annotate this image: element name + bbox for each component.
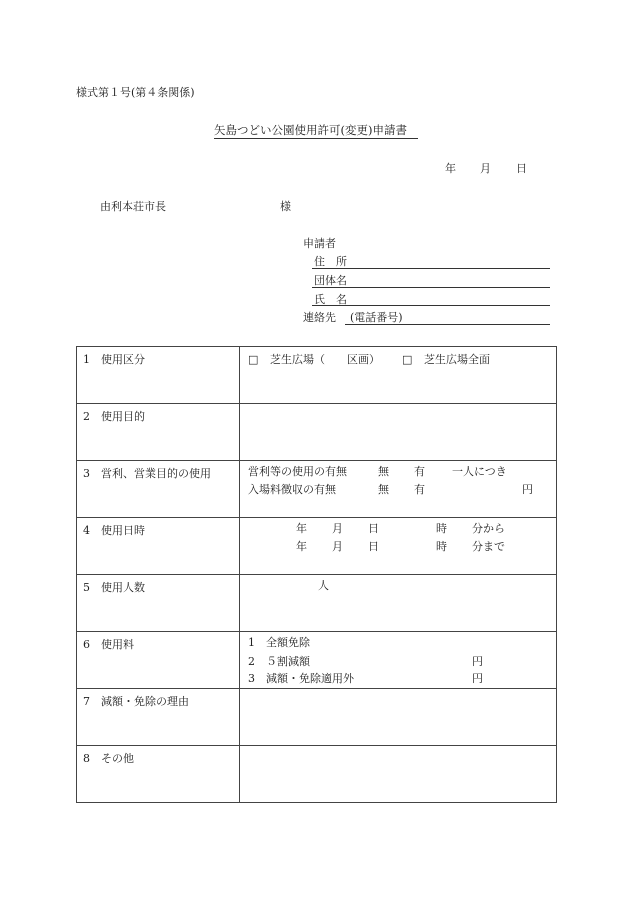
group-name-field[interactable] xyxy=(312,287,550,288)
to-hour: 時 xyxy=(436,540,447,553)
applicant-heading: 申請者 xyxy=(303,237,336,250)
row-label-commercial-use: 3 営利、営業目的の使用 xyxy=(83,467,211,480)
form-number: 様式第１号(第４条関係) xyxy=(76,86,195,99)
table-row xyxy=(77,689,557,746)
to-month: 月 xyxy=(332,540,343,553)
admission-fee-yen: 円 xyxy=(522,483,533,496)
row-label-usage-purpose: 2 使用目的 xyxy=(83,410,145,423)
table-row xyxy=(77,347,557,404)
other-field[interactable] xyxy=(240,746,557,803)
from-hour: 時 xyxy=(436,522,447,535)
table-row xyxy=(77,632,557,689)
commercial-use-label: 営利等の使用の有無 xyxy=(248,465,347,478)
document-title: 矢島つどい公園使用許可(変更)申請書 xyxy=(214,123,407,137)
from-day: 日 xyxy=(368,522,379,535)
table-row xyxy=(77,404,557,461)
name-field[interactable] xyxy=(312,305,550,306)
fee-half-reduction[interactable]: 2 ５割減額 xyxy=(248,655,310,668)
number-of-users-field[interactable] xyxy=(240,575,557,632)
honorific: 様 xyxy=(280,200,291,213)
reduction-reason-field[interactable] xyxy=(240,689,557,746)
checkbox-full-lawn[interactable]: □ xyxy=(402,353,413,366)
table-row xyxy=(77,461,557,518)
to-minute: 分まで xyxy=(472,540,505,553)
commercial-use-no[interactable]: 無 xyxy=(378,465,389,478)
from-minute: 分から xyxy=(472,522,505,535)
table-row xyxy=(77,575,557,632)
from-month: 月 xyxy=(332,522,343,535)
usage-fee-cell xyxy=(240,632,557,689)
option-partial-lawn: 芝生広場（ 区画） xyxy=(270,353,380,366)
fee-full-exemption[interactable]: 1 全額免除 xyxy=(248,636,310,649)
table-row xyxy=(77,746,557,803)
date-year-label: 年 xyxy=(445,162,456,175)
addressee: 由利本荘市長 xyxy=(100,200,166,213)
row-label-usage-fee: 6 使用料 xyxy=(83,638,134,651)
fee-not-applicable[interactable]: 3 減額・免除適用外 xyxy=(248,672,354,685)
checkbox-partial-lawn[interactable]: □ xyxy=(248,353,259,366)
address-field[interactable] xyxy=(312,268,550,269)
to-year: 年 xyxy=(296,540,307,553)
date-day-label: 日 xyxy=(516,162,527,175)
row-label-other: 8 その他 xyxy=(83,752,134,765)
usage-purpose-field[interactable] xyxy=(240,404,557,461)
commercial-use-yes[interactable]: 有 xyxy=(414,465,425,478)
application-table xyxy=(76,346,557,803)
address-label: 住 所 xyxy=(314,255,347,268)
title-underline xyxy=(214,138,418,139)
to-day: 日 xyxy=(368,540,379,553)
per-person-label: 一人につき xyxy=(452,465,507,478)
contact-note: (電話番号) xyxy=(350,311,403,324)
row-label-usage-datetime: 4 使用日時 xyxy=(83,524,145,537)
contact-field[interactable] xyxy=(345,324,550,325)
option-full-lawn: 芝生広場全面 xyxy=(424,353,490,366)
admission-fee-yes[interactable]: 有 xyxy=(414,483,425,496)
contact-label: 連絡先 xyxy=(303,311,336,324)
usage-category-cell xyxy=(240,347,557,404)
from-year: 年 xyxy=(296,522,307,535)
name-label: 氏 名 xyxy=(314,293,347,306)
fee-half-reduction-yen: 円 xyxy=(472,655,483,668)
admission-fee-label: 入場料徴収の有無 xyxy=(248,483,336,496)
commercial-use-cell xyxy=(240,461,557,518)
group-name-label: 団体名 xyxy=(314,274,347,287)
fee-not-applicable-yen: 円 xyxy=(472,672,483,685)
row-label-reduction-reason: 7 減額・免除の理由 xyxy=(83,695,189,708)
row-label-number-of-users: 5 使用人数 xyxy=(83,581,145,594)
usage-datetime-cell[interactable] xyxy=(240,518,557,575)
people-unit: 人 xyxy=(318,579,329,592)
date-month-label: 月 xyxy=(480,162,491,175)
table-row xyxy=(77,518,557,575)
admission-fee-no[interactable]: 無 xyxy=(378,483,389,496)
row-label-usage-category: 1 使用区分 xyxy=(83,353,145,366)
